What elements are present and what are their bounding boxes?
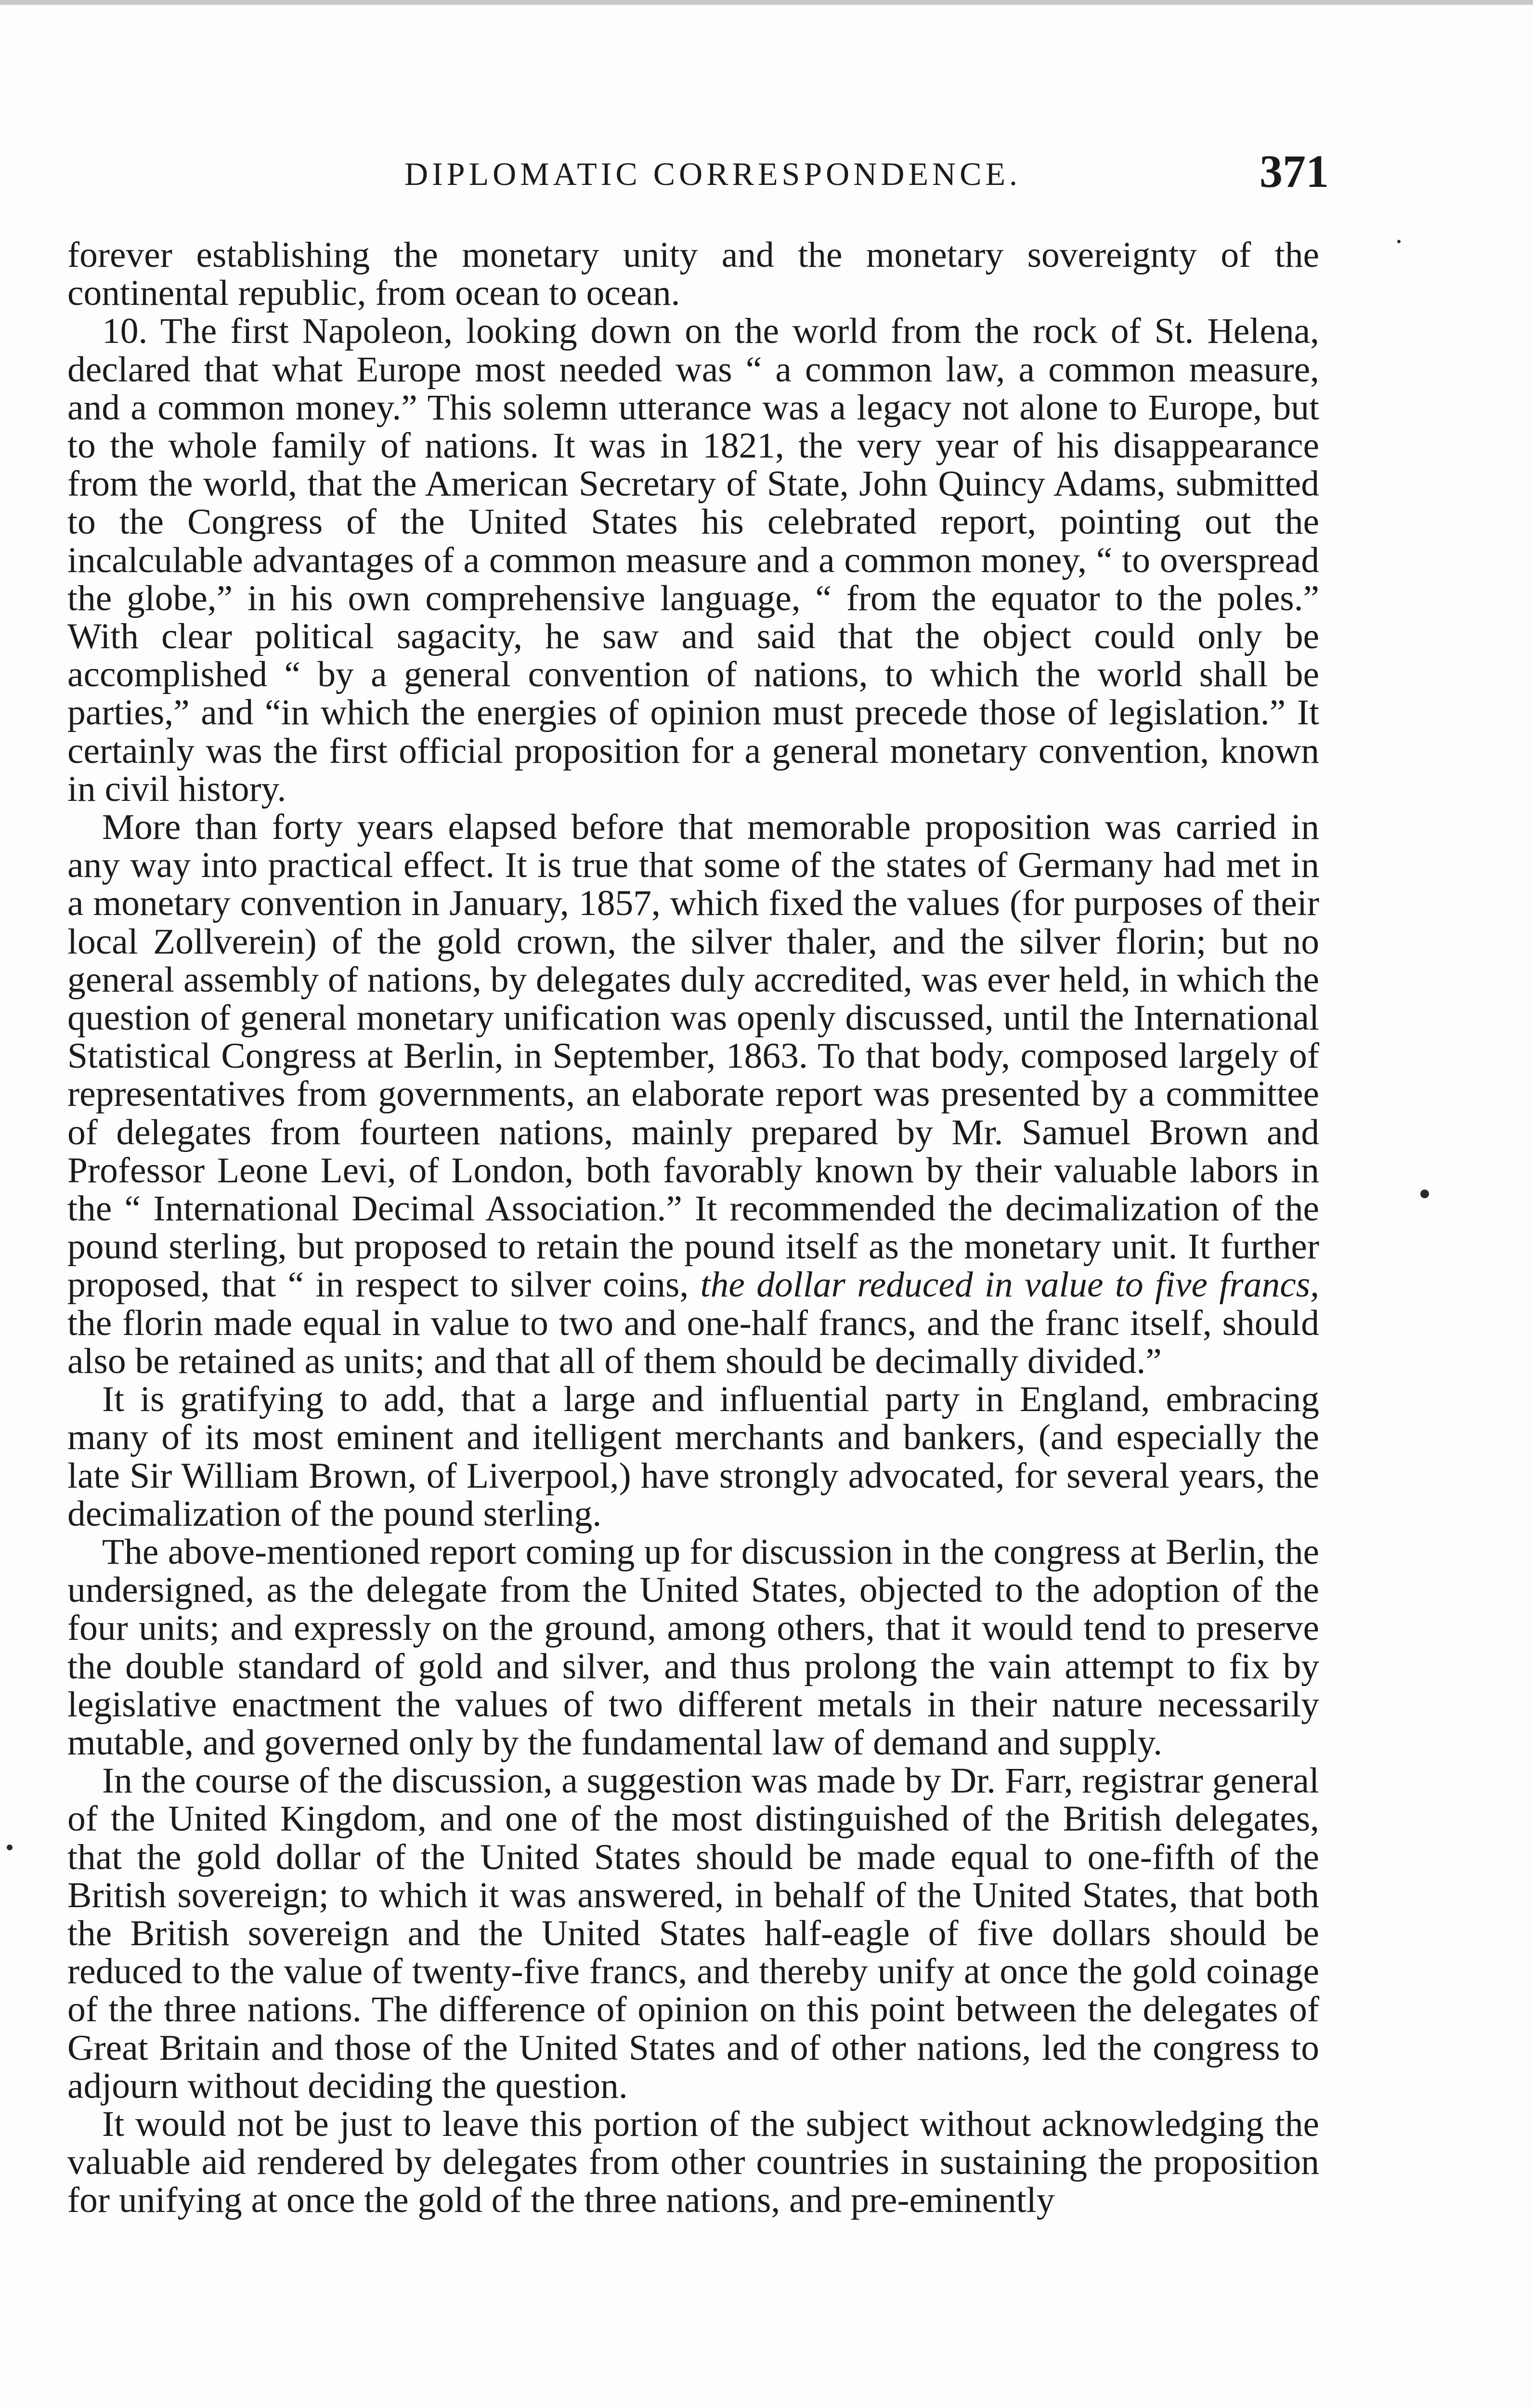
paragraph-napoleon: 10. The first Napoleon, looking down on the world from the rock of St. Helena, declared that what Europe most needed was “ a common law, a common measure, and a common money.” This solemn utterance was a legacy not alone to Europe, but to the whole family of nations. It was in 1821, the very year of his disappearance from the world, that the American Secretary of State, John Quincy Adams, submitted to the Congress of the United States his celebrated report, pointing out the incalculable advantages of a common measure and a common money, “ to overspread the globe,” in his own comprehensive language, “ from the equator to the poles.” With clear political sagacity, he saw and said that the object could only be accomplished “ by a general convention of nations, to which the world shall be parties,” and “in which the energies of opinion must precede those of legislation.” It certainly was the first official proposition for a general monetary convention, known in civil history. [67, 311, 1319, 809]
paragraph-monetary-convention-text: More than forty years elapsed before that memorable proposition was carried in any way into practical effect. It is true that some of the states of Germany had met in a monetary convention in January, 1857, which fixed the values (for purposes of their local Zollverein) of the gold crown, the silver thaler, and the silver florin; but no general assembly of nations, by delegates duly accredited, was ever held, in which the question of general monetary unification was openly discussed, until the International Statistical Congress at Berlin, in September, 1863. To that body, composed largely of representatives from governments, an elaborate report was presented by a committee of delegates from fourteen nations, mainly prepared by Mr. Samuel Brown and Professor Leone Levi, of London, both favorably known by their valuable labors in the “ International Decimal Association.” It recommended the decimalization of the pound sterling, but proposed to retain the pound itself as the monetary unit. It further proposed, that “ in respect to silver coins, [67, 807, 1319, 1305]
paragraph-continued: forever establishing the monetary unity and the monetary sovereignty of the continental republic, from ocean to ocean. [67, 235, 1319, 314]
margin-dot [1397, 240, 1401, 243]
paragraph-england: It is gratifying to add, that a large and influential party in England, embracing many of its most eminent and itelligent merchants and bankers, (and especially the late Sir William Brown, of Liverpool,) have strongly advocated, for several years, the decimalization of the pound sterling. [67, 1379, 1319, 1534]
body-text [67, 236, 1319, 2220]
page-top-edge [0, 0, 1533, 5]
paragraph-discussion: In the course of the discussion, a suggestion was made by Dr. Farr, registrar general of the United Kingdom, and one of the most distinguished of the British delegates, that the gold dollar of the United States should be made equal to one-fifth of the British sovereign; to which it was answered, in behalf of the United States, that both the British sovereign and the United States half-eagle of five dollars should be reduced to the value of twenty-five francs, and thereby unify at once the gold coinage of the three nations. The difference of opinion on this point between the delegates of Great Britain and those of the United States and of other nations, led the congress to adjourn without deciding the question. [67, 1761, 1319, 2106]
running-head: DIPLOMATIC CORRESPONDENCE. [404, 156, 1021, 192]
margin-dot [7, 1845, 13, 1850]
italic-phrase: the dollar reduced in value to five francs, [700, 1265, 1320, 1305]
paragraph-monetary-convention [67, 808, 1319, 1380]
paragraph-monetary-convention-tail: the florin made equal in value to two and one-half francs, and the franc itself, should also be retained as units; and that all of them should be decimally divided.” [67, 1303, 1319, 1381]
margin-dot [1420, 1190, 1429, 1198]
paragraph-berlin-report: The above-mentioned report coming up for discussion in the congress at Berlin, the undersigned, as the delegate from the United States, objected to the adoption of the four units; and expressly on the ground, among others, that it would tend to preserve the double standard of gold and silver, and thus prolong the vain attempt to fix by legislative enactment the values of two different metals in their nature necessarily mutable, and governed only by the fundamental law of demand and supply. [67, 1531, 1319, 1763]
paragraph-acknowledgement: It would not be just to leave this portion of the subject without acknowledging the valuable aid rendered by delegates from other countries in sustaining the proposition for unifying at once the gold of the three nations, and pre-eminently [67, 2104, 1319, 2221]
page-header [67, 144, 1329, 202]
page-number: 371 [1260, 145, 1329, 197]
